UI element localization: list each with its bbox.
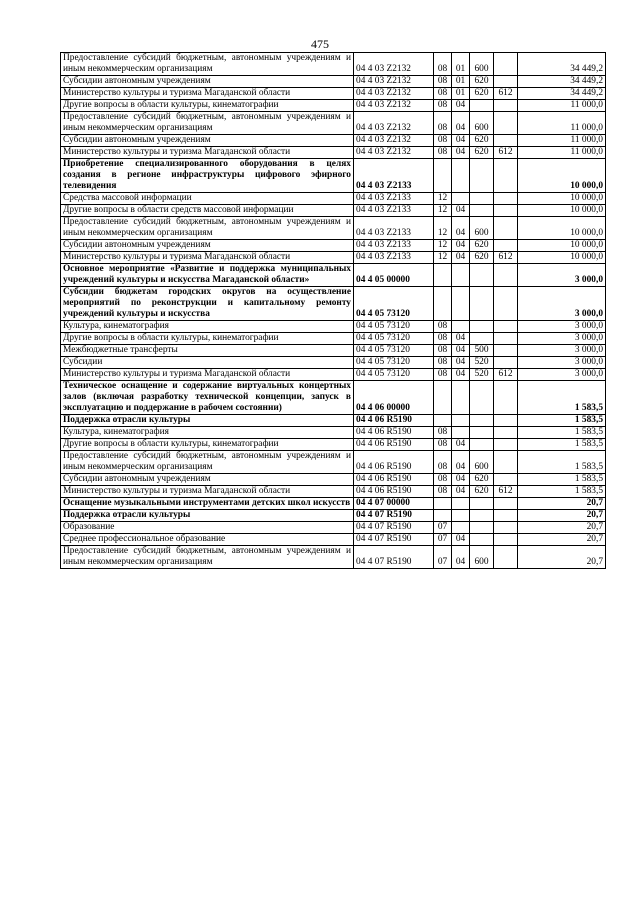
row-target-code-cell: 04 4 05 73120 — [354, 357, 434, 369]
row-expense-type-cell — [470, 534, 494, 546]
row-amount-cell: 11 000,0 — [518, 147, 606, 159]
row-target-code-cell: 04 4 03 Z2132 — [354, 135, 434, 147]
row-target-code-cell: 04 4 05 73120 — [354, 321, 434, 333]
table-row — [61, 321, 606, 333]
row-expense-type-cell: 620 — [470, 147, 494, 159]
row-subsection-cell: 04 — [452, 333, 470, 345]
row-section-cell: 07 — [434, 546, 452, 569]
row-section-cell: 08 — [434, 76, 452, 88]
row-department-cell — [494, 439, 518, 451]
row-amount-cell: 3 000,0 — [518, 357, 606, 369]
table-row — [61, 193, 606, 205]
row-subsection-cell: 04 — [452, 369, 470, 381]
row-amount-cell: 1 583,5 — [518, 439, 606, 451]
row-subsection-cell — [452, 321, 470, 333]
row-amount-cell: 3 000,0 — [518, 264, 606, 287]
row-target-code-cell: 04 4 03 Z2132 — [354, 112, 434, 135]
row-department-cell: 612 — [494, 369, 518, 381]
row-name-cell: Министерство культуры и туризма Магаданской области — [61, 88, 354, 100]
row-subsection-cell — [452, 415, 470, 427]
row-section-cell: 07 — [434, 534, 452, 546]
budget-table — [60, 52, 606, 569]
row-expense-type-cell: 600 — [470, 217, 494, 240]
row-section-cell — [434, 159, 452, 193]
table-row — [61, 439, 606, 451]
row-subsection-cell — [452, 287, 470, 321]
row-subsection-cell — [452, 381, 470, 415]
row-target-code-cell: 04 4 05 73120 — [354, 369, 434, 381]
row-department-cell — [494, 522, 518, 534]
row-amount-cell: 11 000,0 — [518, 100, 606, 112]
table-row — [61, 427, 606, 439]
row-subsection-cell: 04 — [452, 147, 470, 159]
row-amount-cell: 3 000,0 — [518, 333, 606, 345]
row-name-cell: Другие вопросы в области культуры, кинематографии — [61, 100, 354, 112]
row-name-cell: Среднее профессиональное образование — [61, 534, 354, 546]
row-name-cell: Предоставление субсидий бюджетным, автономным учреждениям и иным некоммерческим организациям — [61, 53, 354, 76]
row-section-cell — [434, 264, 452, 287]
row-name-cell: Субсидии — [61, 357, 354, 369]
row-department-cell — [494, 240, 518, 252]
table-row — [61, 498, 606, 510]
row-target-code-cell: 04 4 03 Z2133 — [354, 193, 434, 205]
row-expense-type-cell — [470, 415, 494, 427]
row-section-cell: 08 — [434, 333, 452, 345]
row-department-cell — [494, 112, 518, 135]
row-expense-type-cell: 520 — [470, 369, 494, 381]
row-name-cell: Предоставление субсидий бюджетным, автономным учреждениям и иным некоммерческим организациям — [61, 112, 354, 135]
row-section-cell: 12 — [434, 205, 452, 217]
table-row — [61, 486, 606, 498]
row-department-cell — [494, 381, 518, 415]
row-subsection-cell: 04 — [452, 240, 470, 252]
row-expense-type-cell: 620 — [470, 76, 494, 88]
row-amount-cell: 34 449,2 — [518, 76, 606, 88]
row-name-cell: Другие вопросы в области средств массовой информации — [61, 205, 354, 217]
table-row — [61, 53, 606, 76]
row-amount-cell: 1 583,5 — [518, 486, 606, 498]
row-amount-cell: 20,7 — [518, 522, 606, 534]
row-target-code-cell: 04 4 05 73120 — [354, 345, 434, 357]
row-section-cell: 08 — [434, 88, 452, 100]
row-target-code-cell: 04 4 07 00000 — [354, 498, 434, 510]
row-expense-type-cell: 520 — [470, 357, 494, 369]
row-name-cell: Предоставление субсидий бюджетным, автономным учреждениям и иным некоммерческим организациям — [61, 546, 354, 569]
row-section-cell: 08 — [434, 451, 452, 474]
row-expense-type-cell: 620 — [470, 240, 494, 252]
table-row — [61, 264, 606, 287]
row-amount-cell: 10 000,0 — [518, 193, 606, 205]
row-expense-type-cell: 600 — [470, 53, 494, 76]
row-target-code-cell: 04 4 03 Z2132 — [354, 53, 434, 76]
row-department-cell — [494, 510, 518, 522]
row-department-cell: 612 — [494, 252, 518, 264]
row-name-cell: Образование — [61, 522, 354, 534]
row-expense-type-cell — [470, 498, 494, 510]
table-row — [61, 451, 606, 474]
row-subsection-cell: 04 — [452, 474, 470, 486]
table-row — [61, 252, 606, 264]
row-target-code-cell: 04 4 07 R5190 — [354, 510, 434, 522]
row-amount-cell: 20,7 — [518, 534, 606, 546]
row-section-cell: 08 — [434, 321, 452, 333]
row-section-cell: 08 — [434, 135, 452, 147]
row-section-cell: 08 — [434, 147, 452, 159]
row-target-code-cell: 04 4 03 Z2133 — [354, 252, 434, 264]
row-target-code-cell: 04 4 03 Z2132 — [354, 100, 434, 112]
row-name-cell: Министерство культуры и туризма Магаданской области — [61, 147, 354, 159]
row-department-cell — [494, 53, 518, 76]
row-name-cell: Оснащение музыкальными инструментами детских школ искусств — [61, 498, 354, 510]
row-name-cell: Приобретение специализированного оборудования в целях создания в регионе инфраструктуры цифрового эфирного телевидения — [61, 159, 354, 193]
row-target-code-cell: 04 4 03 Z2132 — [354, 88, 434, 100]
row-name-cell: Поддержка отрасли культуры — [61, 510, 354, 522]
row-expense-type-cell: 500 — [470, 345, 494, 357]
row-subsection-cell: 04 — [452, 451, 470, 474]
row-target-code-cell: 04 4 03 Z2132 — [354, 76, 434, 88]
row-department-cell — [494, 427, 518, 439]
row-target-code-cell: 04 4 06 R5190 — [354, 415, 434, 427]
row-target-code-cell: 04 4 07 R5190 — [354, 522, 434, 534]
row-expense-type-cell — [470, 159, 494, 193]
row-amount-cell: 11 000,0 — [518, 112, 606, 135]
row-target-code-cell: 04 4 06 R5190 — [354, 427, 434, 439]
table-row — [61, 159, 606, 193]
row-subsection-cell: 01 — [452, 88, 470, 100]
row-expense-type-cell: 620 — [470, 252, 494, 264]
row-subsection-cell: 04 — [452, 486, 470, 498]
row-expense-type-cell: 600 — [470, 451, 494, 474]
row-amount-cell: 10 000,0 — [518, 205, 606, 217]
row-expense-type-cell — [470, 427, 494, 439]
row-department-cell — [494, 217, 518, 240]
row-target-code-cell: 04 4 07 R5190 — [354, 534, 434, 546]
table-row — [61, 147, 606, 159]
row-name-cell: Предоставление субсидий бюджетным, автономным учреждениям и иным некоммерческим организациям — [61, 451, 354, 474]
row-name-cell: Поддержка отрасли культуры — [61, 415, 354, 427]
row-department-cell: 612 — [494, 147, 518, 159]
row-subsection-cell: 04 — [452, 252, 470, 264]
row-expense-type-cell: 620 — [470, 135, 494, 147]
row-name-cell: Основное мероприятие «Развитие и поддержка муниципальных учреждений культуры и искусства Магаданской области» — [61, 264, 354, 287]
table-row — [61, 333, 606, 345]
row-section-cell — [434, 415, 452, 427]
row-section-cell — [434, 498, 452, 510]
row-target-code-cell: 04 4 07 R5190 — [354, 546, 434, 569]
page-number: 475 — [311, 37, 329, 51]
row-department-cell — [494, 415, 518, 427]
row-section-cell — [434, 381, 452, 415]
row-department-cell — [494, 498, 518, 510]
row-section-cell: 08 — [434, 345, 452, 357]
row-section-cell: 12 — [434, 217, 452, 240]
table-row — [61, 217, 606, 240]
row-section-cell: 08 — [434, 474, 452, 486]
row-expense-type-cell — [470, 333, 494, 345]
row-department-cell: 612 — [494, 88, 518, 100]
row-target-code-cell: 04 4 05 73120 — [354, 333, 434, 345]
row-department-cell — [494, 264, 518, 287]
table-row — [61, 240, 606, 252]
table-row — [61, 345, 606, 357]
row-target-code-cell: 04 4 03 Z2133 — [354, 240, 434, 252]
row-amount-cell: 10 000,0 — [518, 159, 606, 193]
row-amount-cell: 34 449,2 — [518, 88, 606, 100]
row-name-cell: Межбюджетные трансферты — [61, 345, 354, 357]
row-expense-type-cell: 620 — [470, 486, 494, 498]
table-row — [61, 369, 606, 381]
row-name-cell: Средства массовой информации — [61, 193, 354, 205]
row-subsection-cell — [452, 522, 470, 534]
row-name-cell: Субсидии автономным учреждениям — [61, 474, 354, 486]
row-subsection-cell: 04 — [452, 205, 470, 217]
row-subsection-cell: 04 — [452, 100, 470, 112]
row-amount-cell: 3 000,0 — [518, 345, 606, 357]
row-subsection-cell: 04 — [452, 345, 470, 357]
table-row — [61, 287, 606, 321]
row-amount-cell: 20,7 — [518, 510, 606, 522]
row-department-cell — [494, 333, 518, 345]
table-row — [61, 534, 606, 546]
budget-table-body — [61, 53, 606, 569]
row-section-cell: 08 — [434, 439, 452, 451]
row-department-cell — [494, 205, 518, 217]
row-amount-cell: 1 583,5 — [518, 415, 606, 427]
row-section-cell — [434, 510, 452, 522]
table-row — [61, 135, 606, 147]
row-expense-type-cell — [470, 193, 494, 205]
row-expense-type-cell — [470, 205, 494, 217]
row-department-cell — [494, 546, 518, 569]
row-target-code-cell: 04 4 03 Z2133 — [354, 205, 434, 217]
table-row — [61, 415, 606, 427]
row-expense-type-cell — [470, 381, 494, 415]
row-subsection-cell: 04 — [452, 135, 470, 147]
table-row — [61, 381, 606, 415]
table-row — [61, 522, 606, 534]
row-subsection-cell — [452, 427, 470, 439]
row-department-cell — [494, 357, 518, 369]
row-expense-type-cell — [470, 264, 494, 287]
row-amount-cell: 10 000,0 — [518, 217, 606, 240]
row-section-cell: 08 — [434, 53, 452, 76]
row-subsection-cell: 04 — [452, 546, 470, 569]
row-target-code-cell: 04 4 06 R5190 — [354, 451, 434, 474]
row-target-code-cell: 04 4 06 R5190 — [354, 486, 434, 498]
row-amount-cell: 1 583,5 — [518, 427, 606, 439]
row-amount-cell: 3 000,0 — [518, 369, 606, 381]
table-row — [61, 76, 606, 88]
row-amount-cell: 3 000,0 — [518, 287, 606, 321]
row-target-code-cell: 04 4 06 00000 — [354, 381, 434, 415]
row-section-cell: 07 — [434, 522, 452, 534]
row-expense-type-cell — [470, 439, 494, 451]
table-row — [61, 546, 606, 569]
table-row — [61, 100, 606, 112]
row-section-cell: 08 — [434, 427, 452, 439]
row-department-cell — [494, 100, 518, 112]
table-row — [61, 474, 606, 486]
row-amount-cell: 34 449,2 — [518, 53, 606, 76]
row-expense-type-cell: 620 — [470, 88, 494, 100]
row-amount-cell: 10 000,0 — [518, 240, 606, 252]
row-department-cell — [494, 474, 518, 486]
row-expense-type-cell — [470, 522, 494, 534]
row-target-code-cell: 04 4 05 00000 — [354, 264, 434, 287]
row-department-cell — [494, 159, 518, 193]
row-section-cell: 12 — [434, 252, 452, 264]
row-amount-cell: 1 583,5 — [518, 474, 606, 486]
row-section-cell: 08 — [434, 112, 452, 135]
row-subsection-cell: 01 — [452, 76, 470, 88]
row-section-cell: 12 — [434, 193, 452, 205]
row-department-cell — [494, 345, 518, 357]
table-row — [61, 88, 606, 100]
row-expense-type-cell — [470, 321, 494, 333]
table-row — [61, 205, 606, 217]
row-amount-cell: 11 000,0 — [518, 135, 606, 147]
row-amount-cell: 3 000,0 — [518, 321, 606, 333]
row-subsection-cell: 04 — [452, 439, 470, 451]
row-name-cell: Другие вопросы в области культуры, кинематографии — [61, 439, 354, 451]
row-name-cell: Культура, кинематография — [61, 427, 354, 439]
row-target-code-cell: 04 4 05 73120 — [354, 287, 434, 321]
row-name-cell: Субсидии бюджетам городских округов на осуществление мероприятий по реконструкции и капитальному ремонту учреждений культуры и искусства — [61, 287, 354, 321]
row-subsection-cell: 04 — [452, 534, 470, 546]
row-department-cell — [494, 135, 518, 147]
row-target-code-cell: 04 4 03 Z2133 — [354, 217, 434, 240]
row-department-cell — [494, 534, 518, 546]
row-name-cell: Министерство культуры и туризма Магаданской области — [61, 252, 354, 264]
row-subsection-cell — [452, 159, 470, 193]
row-name-cell: Министерство культуры и туризма Магаданской области — [61, 486, 354, 498]
row-name-cell: Предоставление субсидий бюджетным, автономным учреждениям и иным некоммерческим организациям — [61, 217, 354, 240]
row-expense-type-cell: 600 — [470, 112, 494, 135]
row-department-cell — [494, 321, 518, 333]
row-subsection-cell: 01 — [452, 53, 470, 76]
row-subsection-cell — [452, 510, 470, 522]
row-subsection-cell: 04 — [452, 217, 470, 240]
row-section-cell: 08 — [434, 100, 452, 112]
row-amount-cell: 20,7 — [518, 546, 606, 569]
row-department-cell — [494, 287, 518, 321]
row-subsection-cell — [452, 193, 470, 205]
row-subsection-cell — [452, 498, 470, 510]
row-name-cell: Культура, кинематография — [61, 321, 354, 333]
table-row — [61, 510, 606, 522]
row-name-cell: Субсидии автономным учреждениям — [61, 135, 354, 147]
table-row — [61, 112, 606, 135]
row-expense-type-cell: 620 — [470, 474, 494, 486]
row-amount-cell: 1 583,5 — [518, 451, 606, 474]
row-amount-cell: 1 583,5 — [518, 381, 606, 415]
row-expense-type-cell: 600 — [470, 546, 494, 569]
row-subsection-cell — [452, 264, 470, 287]
row-name-cell: Министерство культуры и туризма Магаданской области — [61, 369, 354, 381]
row-name-cell: Субсидии автономным учреждениям — [61, 240, 354, 252]
row-section-cell — [434, 287, 452, 321]
row-section-cell: 08 — [434, 486, 452, 498]
row-target-code-cell: 04 4 03 Z2132 — [354, 147, 434, 159]
row-subsection-cell: 04 — [452, 112, 470, 135]
row-section-cell: 08 — [434, 357, 452, 369]
row-department-cell: 612 — [494, 486, 518, 498]
row-name-cell: Техническое оснащение и содержание виртуальных концертных залов (включая разработку технической концепции, запуск в эксплуатацию и поддержание в рабочем состоянии) — [61, 381, 354, 415]
row-section-cell: 08 — [434, 369, 452, 381]
row-subsection-cell: 04 — [452, 357, 470, 369]
row-name-cell: Другие вопросы в области культуры, кинематографии — [61, 333, 354, 345]
row-amount-cell: 20,7 — [518, 498, 606, 510]
table-row — [61, 357, 606, 369]
row-name-cell: Субсидии автономным учреждениям — [61, 76, 354, 88]
row-section-cell: 12 — [434, 240, 452, 252]
row-department-cell — [494, 193, 518, 205]
row-expense-type-cell — [470, 287, 494, 321]
row-department-cell — [494, 76, 518, 88]
row-amount-cell: 10 000,0 — [518, 252, 606, 264]
row-target-code-cell: 04 4 06 R5190 — [354, 474, 434, 486]
row-expense-type-cell — [470, 510, 494, 522]
row-target-code-cell: 04 4 03 Z2133 — [354, 159, 434, 193]
row-target-code-cell: 04 4 06 R5190 — [354, 439, 434, 451]
row-expense-type-cell — [470, 100, 494, 112]
row-department-cell — [494, 451, 518, 474]
